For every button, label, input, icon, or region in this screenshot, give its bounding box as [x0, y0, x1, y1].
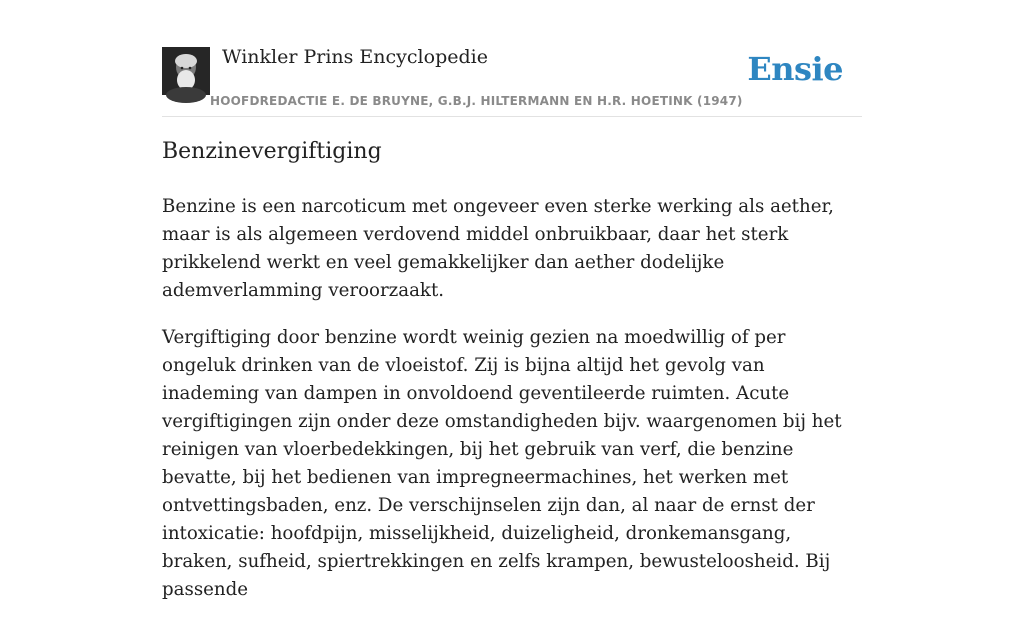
source-title[interactable]: Winkler Prins Encyclopedie: [222, 46, 488, 68]
article-body: [162, 193, 862, 623]
portrait-photo-icon: [162, 47, 210, 95]
brand-logo[interactable]: Ensie: [747, 50, 843, 88]
article-title: Benzinevergiftiging: [162, 139, 382, 164]
editors-line: HOOFDREDACTIE E. DE BRUYNE, G.B.J. HILTERMANN EN H.R. HOETINK (1947): [210, 94, 743, 108]
paragraph: Vergiftiging door benzine wordt weinig gezien na moedwillig of per ongeluk drinken van de vloeistof. Zij is bijna altijd het gevolg van inademing van dampen in onvoldoend geventileerde ruimten. Acute vergiftigingen zijn onder deze omstandigheden bijv. waargenomen bij het reinigen van vloerbedekkingen, bij het gebruik van verf, die benzine bevatte, bij het bedienen van impregneermachines, het werken met ontvettingsbaden, enz. De verschijnselen zijn dan, al naar de ernst der intoxicatie: hoofdpijn, misselijkheid, duizeligheid, dronkemansgang, braken, sufheid, spiertrekkingen en zelfs krampen, bewusteloosheid. Bij passende: [162, 327, 842, 600]
source-header: [162, 46, 862, 117]
paragraph: Benzine is een narcoticum met ongeveer even sterke werking als aether, maar is als algemeen verdovend middel onbruikbaar, daar het sterk prikkelend werkt en veel gemakkelijker dan aether dodelijke ademverlamming veroorzaakt.: [162, 196, 834, 301]
